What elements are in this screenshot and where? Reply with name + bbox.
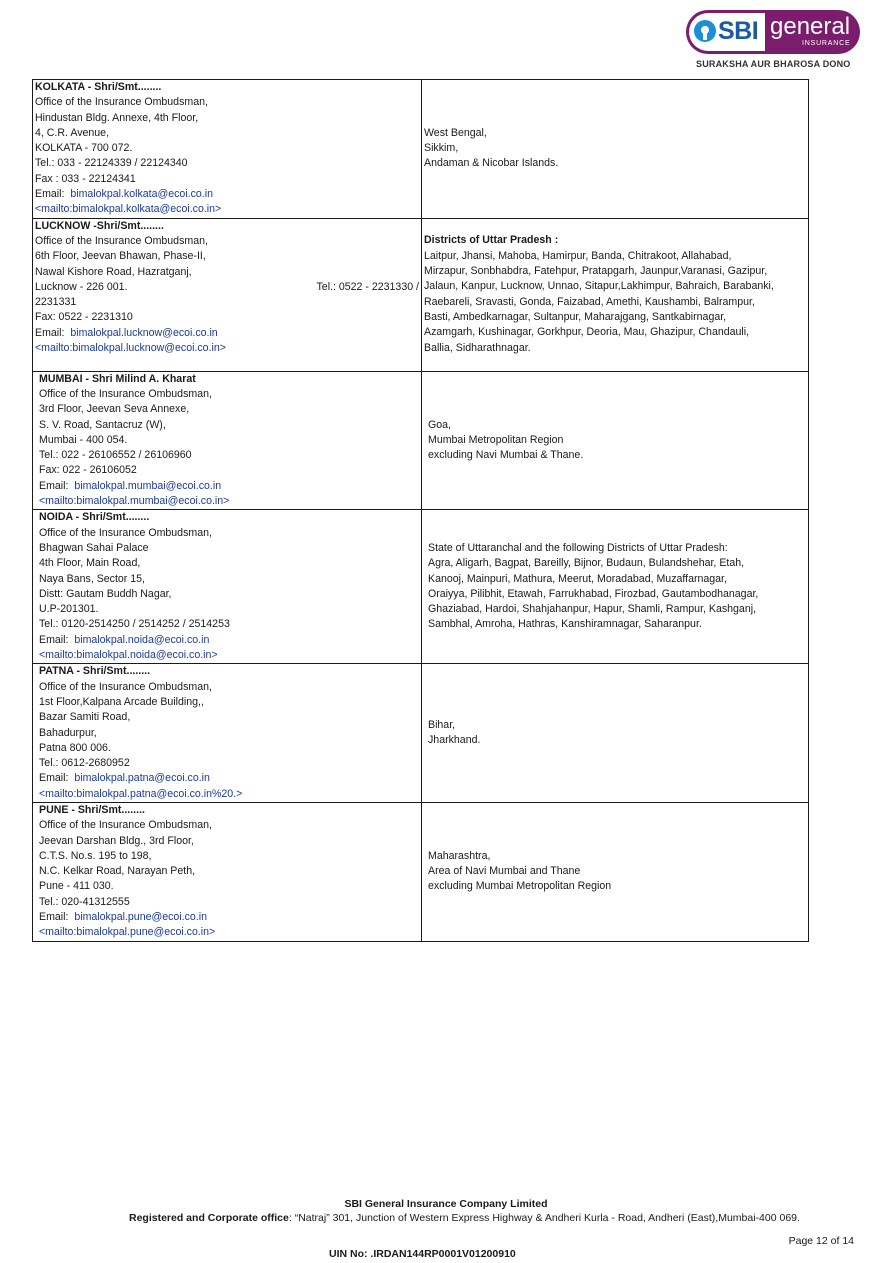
office-address-cell [33, 371, 422, 510]
jurisdiction-line: Kanooj, Mainpuri, Mathura, Meerut, Moradabad, Muzaffarnagar, [428, 572, 727, 585]
jurisdiction-line: Mirzapur, Sonbhabdra, Fatehpur, Pratapgarh, Jaunpur,Varanasi, Gazipur, [424, 265, 768, 278]
office-name: MUMBAI - Shri Milind A. Kharat [39, 372, 196, 385]
jurisdiction-line: Agra, Aligarh, Bagpat, Bareilly, Bijnor, Budaun, Bulandshehar, Etah, [428, 557, 745, 570]
logo-product-text: general [770, 13, 851, 40]
address-city: Lucknow - 226 001. [35, 280, 128, 293]
jurisdiction-line: Mumbai Metropolitan Region [428, 433, 564, 446]
address-line: Bazar Samiti Road, [39, 711, 131, 724]
jurisdiction-line: State of Uttaranchal and the following Districts of Uttar Pradesh: [428, 541, 728, 554]
address-line: 2231331 [35, 296, 77, 309]
address-line: Jeevan Darshan Bldg., 3rd Floor, [39, 834, 194, 847]
email-line [35, 187, 419, 202]
address-line: Fax : 033 - 22124341 [35, 172, 136, 185]
jurisdiction-cell [422, 80, 809, 219]
jurisdiction-line: Sambhal, Amroha, Hathras, Kanshiramnagar, Saharanpur. [428, 618, 702, 631]
mailto-link[interactable]: <mailto:bimalokpal.kolkata@ecoi.co.in> [35, 203, 222, 216]
jurisdiction-line: Laitpur, Jhansi, Mahoba, Hamirpur, Banda, Chitrakoot, Allahabad, [424, 249, 732, 262]
email-label: Email: [39, 479, 69, 492]
address-line: Tel.: 020-41312555 [39, 895, 130, 908]
jurisdiction-cell [422, 802, 809, 941]
email-line [35, 326, 419, 341]
page-number: Page 12 of 14 [788, 1235, 854, 1247]
office-name: PATNA - Shri/Smt........ [39, 665, 151, 678]
address-tel: Tel.: 0522 - 2231330 / [316, 280, 419, 293]
email-link[interactable]: bimalokpal.noida@ecoi.co.in [74, 633, 210, 646]
logo-sub-text: INSURANCE [802, 40, 851, 47]
jurisdiction-heading: Districts of Uttar Pradesh : [424, 234, 559, 247]
address-tel-line [35, 280, 419, 295]
address-line: Tel.: 033 - 22124339 / 22124340 [35, 157, 188, 170]
email-line [39, 633, 419, 648]
address-line: Naya Bans, Sector 15, [39, 572, 145, 585]
table-row [33, 371, 809, 510]
jurisdiction-line: Raebareli, Sravasti, Gonda, Faizabad, Amethi, Kaushambi, Balrampur, [424, 295, 755, 308]
jurisdiction-line: Bihar, [428, 718, 456, 731]
logo-badge [686, 10, 860, 54]
address-line: KOLKATA - 700 072. [35, 142, 133, 155]
ombudsman-table [32, 79, 809, 942]
logo-brand-text: SBI [718, 17, 759, 45]
jurisdiction-cell [422, 218, 809, 371]
office-address-cell [33, 510, 422, 664]
address-line: 4, C.R. Avenue, [35, 126, 110, 139]
footer-registered-office [129, 1212, 849, 1224]
mailto-link[interactable]: <mailto:bimalokpal.lucknow@ecoi.co.in> [35, 342, 226, 355]
address-line: U.P-201301. [39, 603, 99, 616]
address-line: S. V. Road, Santacruz (W), [39, 418, 166, 431]
jurisdiction-line: Area of Navi Mumbai and Thane [428, 865, 581, 878]
logo-tagline: SURAKSHA AUR BHAROSA DONO [696, 59, 851, 69]
email-line [39, 479, 419, 494]
email-label: Email: [35, 188, 65, 201]
ombudsman-table-body [33, 80, 809, 942]
jurisdiction-cell [422, 371, 809, 510]
address-line: 4th Floor, Main Road, [39, 557, 141, 570]
jurisdiction-cell [422, 510, 809, 664]
office-address-cell [33, 80, 422, 219]
jurisdiction-line: West Bengal, [424, 126, 487, 139]
address-line: C.T.S. No.s. 195 to 198, [39, 849, 152, 862]
address-line: Tel.: 0120-2514250 / 2514252 / 2514253 [39, 618, 230, 631]
mailto-link[interactable]: <mailto:bimalokpal.patna@ecoi.co.in%20.> [39, 787, 243, 800]
address-line: Hindustan Bldg. Annexe, 4th Floor, [35, 111, 199, 124]
email-link[interactable]: bimalokpal.patna@ecoi.co.in [74, 772, 210, 785]
office-address-cell [33, 802, 422, 941]
address-line: Office of the Insurance Ombudsman, [39, 680, 212, 693]
sbi-keyhole-icon [694, 20, 716, 42]
office-address-cell [33, 664, 422, 803]
email-label: Email: [39, 772, 69, 785]
email-line [39, 910, 419, 925]
address-line: Distt: Gautam Buddh Nagar, [39, 587, 172, 600]
table-row [33, 510, 809, 664]
email-label: Email: [39, 633, 69, 646]
address-line: 6th Floor, Jeevan Bhawan, Phase-II, [35, 250, 206, 263]
jurisdiction-line: Maharashtra, [428, 849, 491, 862]
email-link[interactable]: bimalokpal.kolkata@ecoi.co.in [70, 188, 213, 201]
jurisdiction-line: Sikkim, [424, 142, 459, 155]
address-line: Bahadurpur, [39, 726, 97, 739]
mailto-link[interactable]: <mailto:bimalokpal.noida@ecoi.co.in> [39, 649, 218, 662]
footer-office-label: Registered and Corporate office [129, 1212, 289, 1224]
office-name: PUNE - Shri/Smt........ [39, 803, 145, 816]
email-link[interactable]: bimalokpal.mumbai@ecoi.co.in [74, 479, 222, 492]
email-label: Email: [35, 326, 65, 339]
address-line: Patna 800 006. [39, 741, 111, 754]
address-line: 1st Floor,Kalpana Arcade Building,, [39, 695, 204, 708]
jurisdiction-line: Goa, [428, 418, 451, 431]
address-line: Fax: 022 - 26106052 [39, 464, 137, 477]
jurisdiction-line: Azamgarh, Kushinagar, Gorkhpur, Deoria, Mau, Ghazipur, Chandauli, [424, 326, 750, 339]
address-line: Tel.: 022 - 26106552 / 26106960 [39, 449, 192, 462]
table-row [33, 80, 809, 219]
jurisdiction-line: Andaman & Nicobar Islands. [424, 157, 559, 170]
address-line: Mumbai - 400 054. [39, 433, 128, 446]
jurisdiction-line: Jharkhand. [428, 734, 481, 747]
email-line [39, 771, 419, 786]
jurisdiction-line: Oraiyya, Pilibhit, Etawah, Farrukhabad, Firozbad, Gautambodhanagar, [428, 587, 759, 600]
jurisdiction-line: Ghaziabad, Hardoi, Shahjahanpur, Hapur, Shamli, Rampur, Kashganj, [428, 603, 757, 616]
address-line: Office of the Insurance Ombudsman, [39, 387, 212, 400]
jurisdiction-line: excluding Mumbai Metropolitan Region [428, 880, 612, 893]
mailto-link[interactable]: <mailto:bimalokpal.pune@ecoi.co.in> [39, 926, 216, 939]
address-line: Fax: 0522 - 2231310 [35, 311, 133, 324]
email-label: Email: [39, 911, 69, 924]
table-row [33, 218, 809, 371]
table-row [33, 664, 809, 803]
sbi-general-logo [686, 10, 860, 72]
email-link[interactable]: bimalokpal.pune@ecoi.co.in [74, 911, 207, 924]
table-row [33, 802, 809, 941]
office-name: KOLKATA - Shri/Smt........ [35, 81, 162, 93]
address-line: Pune - 411 030. [39, 880, 114, 893]
office-name: LUCKNOW -Shri/Smt........ [35, 219, 164, 232]
address-line: Office of the Insurance Ombudsman, [39, 819, 212, 832]
jurisdiction-line: excluding Navi Mumbai & Thane. [428, 449, 584, 462]
address-line: Bhagwan Sahai Palace [39, 541, 149, 554]
jurisdiction-line: Ballia, Sidharathnagar. [424, 341, 531, 354]
jurisdiction-line: Basti, Ambedkarnagar, Sultanpur, Maharajgang, Santkabirnagar, [424, 310, 727, 323]
address-line: N.C. Kelkar Road, Narayan Peth, [39, 865, 196, 878]
office-name: NOIDA - Shri/Smt........ [39, 511, 150, 524]
jurisdiction-cell [422, 664, 809, 803]
email-link[interactable]: bimalokpal.lucknow@ecoi.co.in [70, 326, 218, 339]
footer-office-address: : “Natraj” 301, Junction of Western Express Highway & Andheri Kurla - Road, Andheri (East),Mumbai-400 069. [288, 1212, 800, 1224]
footer-uin: UIN No: .IRDAN144RP0001V01200910 [329, 1248, 516, 1260]
mailto-link[interactable]: <mailto:bimalokpal.mumbai@ecoi.co.in> [39, 495, 230, 508]
address-line: 3rd Floor, Jeevan Seva Annexe, [39, 403, 190, 416]
office-address-cell [33, 218, 422, 371]
address-line: Nawal Kishore Road, Hazratganj, [35, 265, 192, 278]
jurisdiction-line: Jalaun, Kanpur, Lucknow, Unnao, Sitapur,Lakhimpur, Bahraich, Barabanki, [424, 280, 774, 293]
footer-company-name: SBI General Insurance Company Limited [344, 1198, 548, 1210]
address-line: Tel.: 0612-2680952 [39, 757, 130, 770]
address-line: Office of the Insurance Ombudsman, [35, 234, 208, 247]
address-line: Office of the Insurance Ombudsman, [35, 96, 208, 109]
address-line: Office of the Insurance Ombudsman, [39, 526, 212, 539]
